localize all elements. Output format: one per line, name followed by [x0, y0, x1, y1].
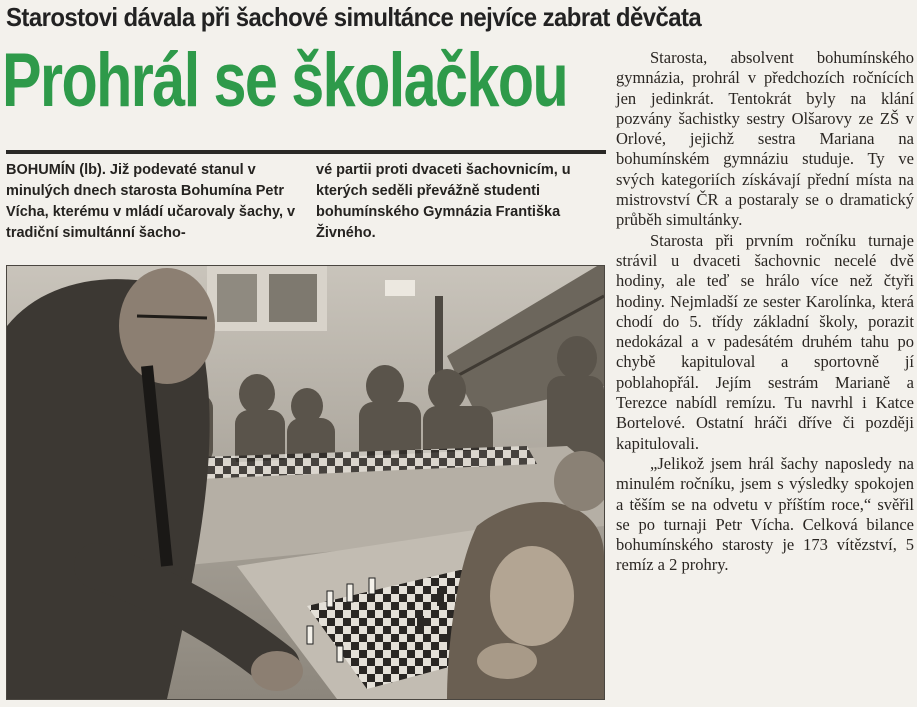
lead-column-1	[6, 160, 298, 244]
girl-face	[490, 546, 574, 646]
girl-hand	[477, 643, 537, 679]
kicker-headline: Starostovi dávala při šachové simultánce nejvíce zabrat děvčata	[6, 2, 702, 32]
mayor-hand	[251, 651, 303, 691]
glasses	[137, 316, 207, 318]
lead-column-2	[316, 160, 608, 244]
headline-rule	[6, 150, 606, 154]
body-paragraph-2: Starosta při prvním ročníku turnaje strávil u dvaceti šachovnic necelé dvě hodiny, ale teď se hrálo více než čtyři hodiny. Nejmladší ze sester Karolínka, která chodí do 5. třídy základní školy, porazit nedokázal a v padesátém druhém tahu po chybě kapituloval a sportovně jí poblahopřál. Jejím sestrám Marianě a Terezce nabídl remízu. Tu navrhl i Katce Bortelové. Ostatní hráči dříve či později kapitulovali.	[616, 230, 914, 453]
news-photo	[6, 265, 605, 700]
body-paragraph-1: Starosta, absolvent bohumínského gymnázia, prohrál v předchozích ročnících jen jedinkrát. Tentokrát byly na klání pozvány šachistky sestry Olšarovy ze ZŠ v Orlové, jejichž sestra Mariana na bohumínském gymnáziu studuje. Ty ve svých kategoriích získávají přední místa na mistrovství ČR a postaraly se o dramatický průběh simultánky.	[616, 48, 914, 230]
chess-simul-photo	[7, 266, 604, 699]
main-headline: Prohrál se školačkou	[2, 38, 568, 123]
lead-text-2: vé partii proti dvaceti šachovnicím, u kterých seděli převážně studenti bohumínského Gymnázia Františka Živného.	[316, 162, 571, 241]
body-paragraph-3: „Jelikož jsem hrál šachy naposledy na minulém ročníku, jsem s výsledky spokojen a těším se na odvetu v příštím roce,“ svěřil se po turnaji Petr Vícha. Celková bilance bohumínského starosty je 173 vítězství, 5 remíz a 2 prohry.	[616, 453, 914, 575]
mayor-head	[119, 268, 215, 384]
lead-text-1: BOHUMÍN (lb). Již podevaté stanul v minulých dnech starosta Bohumína Petr Vícha, kterému v mládí učarovaly šachy, v tradiční simultánní šacho-	[6, 162, 296, 241]
exit-sign	[385, 280, 415, 296]
body-column	[616, 48, 914, 576]
